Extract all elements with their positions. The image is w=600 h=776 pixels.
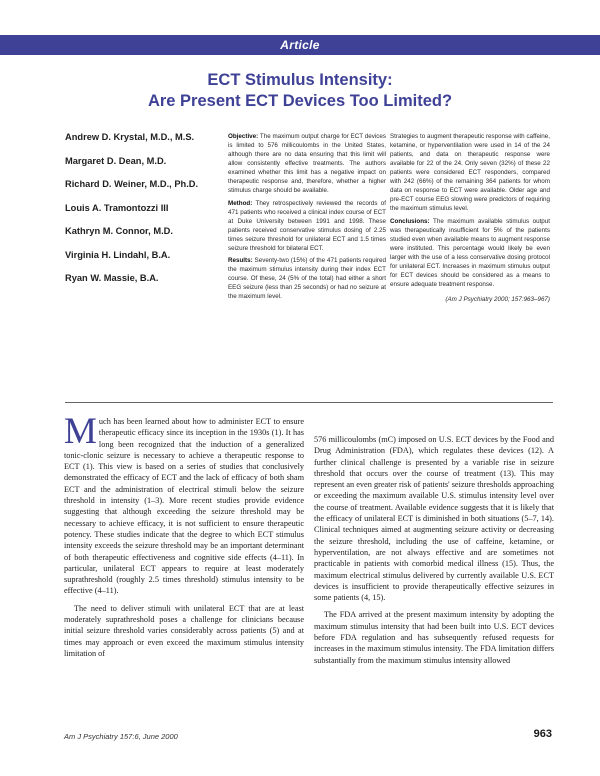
abstract-column-right: [390, 132, 550, 307]
citation: (Am J Psychiatry 2000; 157:963–967): [445, 295, 550, 303]
author-list: [65, 131, 215, 296]
method-label: Method:: [228, 199, 253, 207]
body-column-right: [314, 434, 554, 666]
conclusions-text: The maximum available stimulus output was therapeutically insufficient for 5% of the patients studied even when available means to augment response were instituted. This percentage would likely be even larger with the use of a less conservative dosing protocol for unilateral ECT. Increases in maximum stimulus output for ECT devices should be considered as a means to ensure adequate treatment response.: [390, 217, 550, 288]
abstract-column-left: [228, 132, 386, 304]
conclusions-label: Conclusions:: [390, 217, 430, 225]
objective-text: The maximum output charge for ECT devices is limited to 576 millicoulombs in the United States, although there are no data ensuring that this limit will allow consistently effective treatments. The authors examined whether this limit has a negative impact on therapeutic response and, therefore, whether a higher stimulus charge should be available.: [228, 133, 386, 195]
title-line-2: Are Present ECT Devices Too Limited?: [147, 92, 453, 110]
objective-label: Objective:: [228, 133, 259, 140]
drop-cap: M: [64, 411, 97, 452]
method-text: They retrospectively reviewed the records of 471 patients who received a clinical index course of ECT at Duke University between 1991 and 1998. These patients received conservative stimulus dosing of 2.25 times seizure threshold for unilateral ECT and 1.5 times seizure threshold for bilateral ECT.: [228, 199, 387, 252]
author: Louis A. Tramontozzi III: [65, 202, 169, 213]
paragraph-text: uch has been learned about how to administer ECT to ensure therapeutic efficacy since its inception in the 1930s (1). It has long been recognized that the induction of a generalized tonic-clonic seizure is necessary to achieve a therapeutic response to ECT (1). This view is based on a series of studies that conclusively demonstrated the efficacy of ECT and the lack of efficacy of both sham ECT and the administration of electrical stimuli below the seizure threshold in intensity (1–3). More recent studies provide evidence suggesting that although exceeding the seizure threshold may be necessary to achieve efficacy, it is not sufficient to ensure therapeutic potency. These studies indicate that the degree to which ECT stimulus intensity exceeds the seizure threshold may be an important determinant of both therapeutic effectiveness and cognitive side effects (4–11). In particular, unilateral ECT appears to require at least moderately suprathreshold (roughly 2.5 times threshold) stimulus intensity to be effective (4–11).: [64, 417, 304, 596]
body-paragraph: The FDA arrived at the present maximum intensity by adopting the maximum stimulus intensity that had been built into U.S. ECT devices before FDA regulation and has subsequently refused requests for increases in the maximum stimulus intensity. The FDA limitation differs substantially from the maximum stimulus intensity allowed: [314, 610, 554, 665]
abstract-results-continued: Strategies to augment therapeutic response with caffeine, ketamine, or hyperventilation were used in 14 of the 24 patients, and data on therapeutic response were available for 22 of the 24. Only seven (32%) of these 22 patients were considered ECT responders, compared with 242 (66%) of the remaining 364 patients for whom data on response to ECT were available. Older age and pre-ECT course EEG slowing were predictors of requiring the maximum stimulus level.: [390, 133, 550, 213]
abstract-conclusions: [390, 217, 550, 289]
article-title: [0, 70, 600, 112]
abstract-objective: [228, 132, 386, 195]
author: Margaret D. Dean, M.D.: [65, 155, 167, 166]
journal-footer: Am J Psychiatry 157:6, June 2000: [64, 732, 178, 741]
author: Andrew D. Krystal, M.D., M.S.: [65, 132, 195, 142]
section-banner: Article: [0, 35, 600, 55]
abstract-results: [228, 256, 386, 301]
author: Virginia H. Lindahl, B.A.: [65, 249, 171, 260]
abstract-method: [228, 199, 386, 253]
body-paragraph: [64, 411, 304, 597]
body-column-left: [64, 411, 304, 659]
body-paragraph: 576 millicoulombs (mC) imposed on U.S. ECT devices by the Food and Drug Administration (FDA), which regulates these devices (12). A further clinical challenge is presented by a variable rise in seizure threshold that occurs over the course of treatment (13). This may represent an even greater risk of patients' seizure thresholds approaching or exceeding the maximum available U.S. stimulus intensity level over the course of treatment. Available evidence suggests that it is likely that the efficacy of unilateral ECT is diminished in both situations (5–7, 14). Clinical techniques aimed at augmenting seizure activity or decreasing the seizure threshold, including the use of caffeine, ketamine, or hyperventilation, are not always effective and are sometimes not practicable in patients with comorbid medical illness (15). Thus, the maximum electrical stimulus delivered by currently available U.S. ECT devices is insufficient to provide therapeutically effective seizures in some patients (4, 15).: [314, 435, 554, 603]
author: Kathryn M. Connor, M.D.: [65, 226, 173, 236]
author: Richard D. Weiner, M.D., Ph.D.: [65, 179, 199, 189]
section-divider: [65, 402, 553, 403]
author: Ryan W. Massie, B.A.: [65, 273, 159, 283]
title-line-1: ECT Stimulus Intensity:: [207, 71, 393, 89]
results-label: Results:: [228, 256, 253, 264]
results-text: Seventy-two (15%) of the 471 patients required the maximum stimulus intensity during their index ECT course. Of these, 24 (5% of the total) had either a short EEG seizure (less than 25 seconds) or had no seizure at the maximum level.: [228, 256, 386, 301]
page-number: 963: [533, 728, 552, 740]
body-paragraph: The need to deliver stimuli with unilateral ECT that are at least moderately suprathreshold poses a challenge for clinicians because initial seizure threshold varies considerably across patients (5) and at times may approach or even exceed the maximum stimulus intensity limitation of: [64, 603, 304, 658]
